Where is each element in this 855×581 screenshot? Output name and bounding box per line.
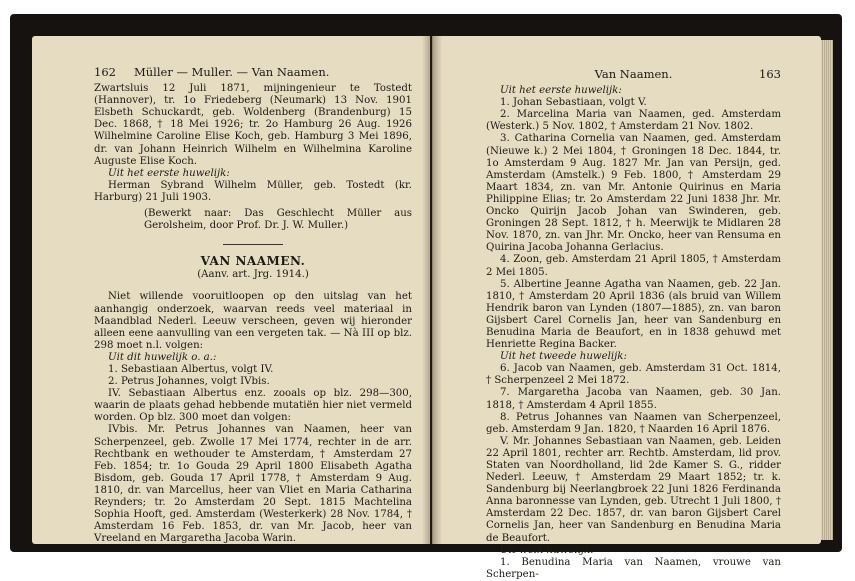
running-title: Müller — Muller. — Van Naamen. [134, 65, 330, 79]
left-page-header [94, 66, 412, 78]
list-item: 5. Albertine Jeanne Agatha van Naamen, geb. 22 Jan. 1810, † Amsterdam 20 April 1836 (als bruid van Willem Hendrik baron van Lynden (1807—1885), zn. van baron Gijsbert Carel Cornelis Jan, heer van Sandenburg en Benudina Maria de Beaufort, en in 1838 gehuwd met Henriette Regina Backer. [486, 278, 781, 351]
right-page [432, 36, 821, 580]
list-item: 2. Petrus Johannes, volgt IVbis. [108, 376, 270, 388]
list-item: 2. Marcelina Maria van Naamen, ged. Amsterdam (Westerk.) 5 Nov. 1802, † Amsterdam 21 Nov. 1802. [486, 109, 781, 133]
list-item: 1. Johan Sebastiaan, volgt V. [500, 97, 647, 109]
marriage-heading: Uit het tweede huwelijk: [500, 351, 627, 363]
left-page [32, 36, 430, 544]
list-item: 1. Sebastiaan Albertus, volgt IV. [108, 363, 274, 375]
running-title: Van Naamen. [594, 67, 673, 81]
marriage-heading: Uit het eerste huwelijk: [108, 167, 230, 179]
child-entry: Herman Sybrand Wilhelm Müller, geb. Tostedt (kr. Harburg) 21 Juli 1903. [94, 179, 412, 203]
intro-paragraph: Niet willende vooruitloopen op den uitslag van het aanhangig onderzoek, waarvan reeds veel materiaal in Maandblad Nederl. Leeuw verscheen, geven wij hieronder alleen eene aanvulling van een vergeten tak. — Nà III op blz. 298 moet n.l. volgen: [94, 291, 412, 351]
list-item: 4. Zoon, geb. Amsterdam 21 April 1805, † Amsterdam 2 Mei 1805. [486, 254, 781, 278]
right-page-header [486, 68, 781, 80]
paragraph: Zwartsluis 12 Juli 1871, mijningenieur te Tostedt (Hannover), tr. 1o Friedeberg (Neumark) 13 Nov. 1901 Elsbeth Schuckardt, geb. Woldenberg (Brandenburg) 15 Dec. 1868, † 18 Mei 1926; tr. 2o Hamburg 26 Aug. 1926 Wilhelmine Caroline Elise Koch, geb. Hamburg 3 Mei 1896, dr. van Johann Heinrich Wilhelm en Wilhelmina Karoline Auguste Elise Koch. [94, 83, 412, 167]
page-edges [821, 40, 833, 540]
paragraph: V. Mr. Johannes Sebastiaan van Naamen, geb. Leiden 22 April 1801, rechter arr. Rechtb. Amsterdam, lid prov. Staten van Noordholland, lid 2de Kamer S. G., ridder Nederl. Leeuw, † Amsterdam 29 Maart 1852; tr. k. Sandenburg bij Neerlangbroek 22 Juni 1826 Ferdinanda Anna baronnesse van Lynden, geb. Utrecht 1 Juli 1800, † Amsterdam 22 Dec. 1857, dr. van baron Gijsbert Carel Cornelis Jan, heer van Sandenburg en Benudina Maria de Beaufort. [486, 435, 781, 544]
list-item: 7. Margaretha Jacoba van Naamen, geb. 30 Jan. 1818, † Amsterdam 4 April 1855. [486, 387, 781, 411]
list-item: 6. Jacob van Naamen, geb. Amsterdam 31 Oct. 1814, † Scherpenzeel 2 Mei 1872. [486, 363, 781, 387]
book-gutter [422, 36, 442, 544]
source-note: (Bewerkt naar: Das Geschlecht Müller aus Gerolsheim, door Prof. Dr. J. W. Muller.) [144, 208, 412, 232]
paragraph: IVbis. Mr. Petrus Johannes van Naamen, heer van Scherpenzeel, geb. Zwolle 17 Mei 1774, rechter in de arr. Rechtbank en wethouder te Amsterdam, † Amsterdam 27 Feb. 1854; tr. 1o Gouda 29 April 1800 Elisabeth Agatha Bisdom, geb. Gouda 17 April 1778, † Amsterdam 9 Aug. 1810, dr. van Marcellus, heer van Vliet en Maria Catharina Reynders; tr. 2o Amsterdam 20 Sept. 1815 Machtelina Sophia Hooft, ged. Amsterdam (Westerkerk) 28 Nov. 1784, † Amsterdam 16 Feb. 1853, dr. van Mr. Jacob, heer van Vreeland en Margaretha Jacoba Warin. [94, 424, 412, 545]
list-item: 1. Benudina Maria van Naamen, vrouwe van Scherpen- [486, 556, 781, 580]
marriage-heading: Uit het eerste huwelijk: [500, 85, 622, 97]
book-spread [10, 14, 842, 580]
paragraph: IV. Sebastiaan Albertus enz. zooals op blz. 298—300, waarin de plaats gehad hebbende mutatiën hier niet vermeld worden. Op blz. 300 moet dan volgen: [94, 388, 412, 424]
divider [223, 244, 283, 245]
page-number: 162 [94, 65, 116, 79]
marriage-heading: Uit dit huwelijk o. a.: [108, 351, 217, 363]
list-item: 3. Catharina Cornelia van Naamen, ged. Amsterdam (Nieuwe k.) 2 Mei 1804, † Groningen 18 Dec. 1844, tr. 1o Amsterdam 9 Aug. 1827 Mr. Jan van Persijn, ged. Amsterdam (Amstelk.) 9 Feb. 1800, † Amsterdam 29 Maart 1834, zn. van Mr. Antonie Quirinus en Maria Philippine Elias; tr. 2o Amsterdam 22 Juni 1838 Jhr. Mr. Oncko Quirijn Jacob Johan van Swinderen, geb. Groningen 28 Sept. 1812, † h. Meerwijk te Midlaren 28 Nov. 1870, zn. van Jhr. Mr. Oncko, heer van Rensuma en Quirina Jacoba Johanna Gerlacius. [486, 133, 781, 254]
page-number: 163 [759, 67, 781, 81]
section-subtitle: (Aanv. art. Jrg. 1914.) [197, 269, 309, 281]
marriage-heading: Uit welk huwelijk: [500, 544, 594, 556]
section-title: VAN NAAMEN. [200, 254, 306, 269]
list-item: 8. Petrus Johannes van Naamen van Scherpenzeel, geb. Amsterdam 9 Jan. 1820, † Naarden 16 April 1876. [486, 411, 781, 435]
